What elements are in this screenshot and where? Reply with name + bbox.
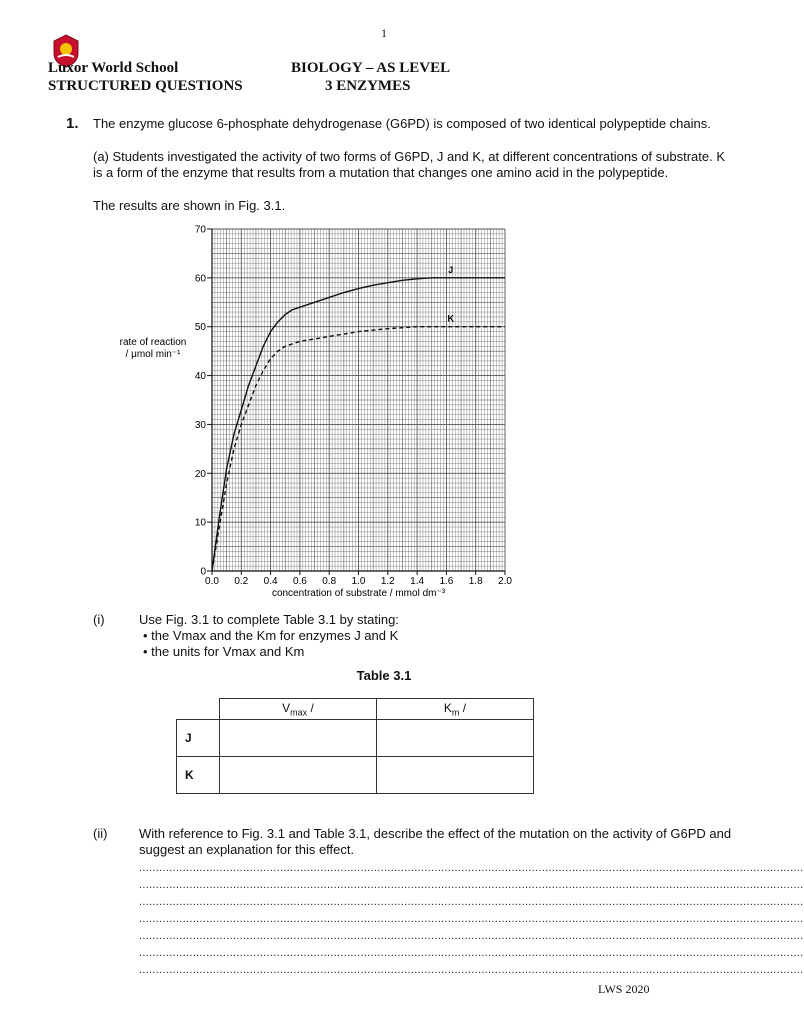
x-tick-label: 1.2	[380, 576, 395, 587]
y-tick-label: 60	[194, 273, 206, 285]
x-tick-label: 0.2	[234, 576, 249, 587]
results-table	[176, 698, 534, 794]
topic-heading: 3 ENZYMES	[325, 78, 411, 94]
answer-line-5[interactable]: ......................................................................................................................................................................................................	[139, 930, 804, 942]
chart-axes	[207, 229, 505, 575]
x-tick-label: 0.6	[292, 576, 307, 587]
chart-grid	[212, 229, 505, 571]
question-number: 1.	[66, 115, 79, 132]
y-tick-label: 10	[194, 517, 206, 529]
y-tick-label: 30	[194, 419, 206, 431]
answer-line-7[interactable]: ......................................................................................................................................................................................................	[139, 964, 804, 976]
y-tick-label: 40	[194, 371, 206, 383]
page-number: 1	[381, 26, 387, 40]
x-tick-label: 1.4	[410, 576, 425, 587]
y-tick-label: 50	[194, 322, 206, 334]
series-label-k: K	[447, 313, 455, 324]
km-k-answer-cell[interactable]	[377, 757, 534, 794]
km-header	[377, 699, 534, 720]
chart-labels	[120, 225, 513, 600]
vmax-header-main: V	[282, 700, 291, 715]
y-axis-label-line-2: / μmol min⁻¹	[125, 349, 181, 360]
series-label-j: J	[448, 264, 454, 275]
km-j-answer-cell[interactable]	[377, 720, 534, 757]
km-header-main: K	[443, 700, 452, 715]
y-tick-label: 70	[194, 224, 206, 236]
table-header-row	[177, 699, 534, 720]
km-header-suffix: /	[459, 700, 467, 715]
vmax-j-answer-cell[interactable]	[220, 720, 377, 757]
x-axis-label: concentration of substrate / mmol dm⁻³	[271, 588, 446, 599]
results-intro: The results are shown in Fig. 3.1.	[93, 198, 286, 213]
x-tick-label: 2.0	[498, 576, 512, 587]
x-tick-label: 0.4	[263, 576, 278, 587]
km-header-sub: m	[451, 707, 460, 718]
subject-heading: BIOLOGY – AS LEVEL	[291, 60, 451, 76]
sub-i-bullet-1: • the Vmax and the Km for enzymes J and K	[143, 628, 399, 643]
answer-line-6[interactable]: ......................................................................................................................................................................................................	[139, 947, 804, 959]
table-row	[177, 757, 534, 794]
table-title: Table 3.1	[356, 668, 412, 683]
sub-i-bullet-2: • the units for Vmax and Km	[143, 644, 305, 659]
y-tick-label: 0	[200, 566, 206, 578]
sub-ii-number: (ii)	[93, 826, 108, 841]
x-tick-label: 1.6	[439, 576, 454, 587]
x-tick-label: 1.8	[468, 576, 483, 587]
x-tick-label: 0.0	[205, 576, 219, 587]
question-stem: The enzyme glucose 6-phosphate dehydrogenase (G6PD) is composed of two identical polypeptide chains.	[93, 116, 711, 131]
footer-text: LWS 2020	[598, 982, 650, 996]
vmax-header	[220, 699, 377, 720]
sub-i-number: (i)	[93, 612, 105, 627]
y-tick-label: 20	[194, 468, 206, 480]
table-row	[177, 720, 534, 757]
answer-line-2[interactable]: ......................................................................................................................................................................................................	[139, 879, 804, 891]
school-name: Luxor World School	[48, 60, 179, 76]
x-tick-label: 1.0	[351, 576, 366, 587]
y-axis-label-line-1: rate of reaction	[119, 337, 187, 348]
row-label-j: J	[177, 720, 220, 757]
vmax-header-sub: max	[290, 707, 308, 718]
sub-i-text: Use Fig. 3.1 to complete Table 3.1 by stating:	[139, 612, 399, 627]
sub-ii-text: With reference to Fig. 3.1 and Table 3.1, describe the effect of the mutation on the activity of G6PD and suggest an explanation for this effect.	[139, 826, 732, 857]
vmax-k-answer-cell[interactable]	[220, 757, 377, 794]
vmax-header-suffix: /	[307, 700, 314, 715]
document-type: STRUCTURED QUESTIONS	[48, 78, 243, 94]
answer-line-1[interactable]: ......................................................................................................................................................................................................	[139, 862, 804, 874]
answer-line-4[interactable]: ......................................................................................................................................................................................................	[139, 913, 804, 925]
answer-line-3[interactable]: ......................................................................................................................................................................................................	[139, 896, 804, 908]
row-label-k: K	[177, 757, 220, 794]
part-a-text: (a) Students investigated the activity of two forms of G6PD, J and K, at different concentrations of substrate. K is a form of the enzyme that results from a mutation that changes one amino acid in the polypeptide.	[93, 149, 726, 180]
table-corner	[177, 699, 220, 720]
x-tick-label: 0.8	[322, 576, 337, 587]
